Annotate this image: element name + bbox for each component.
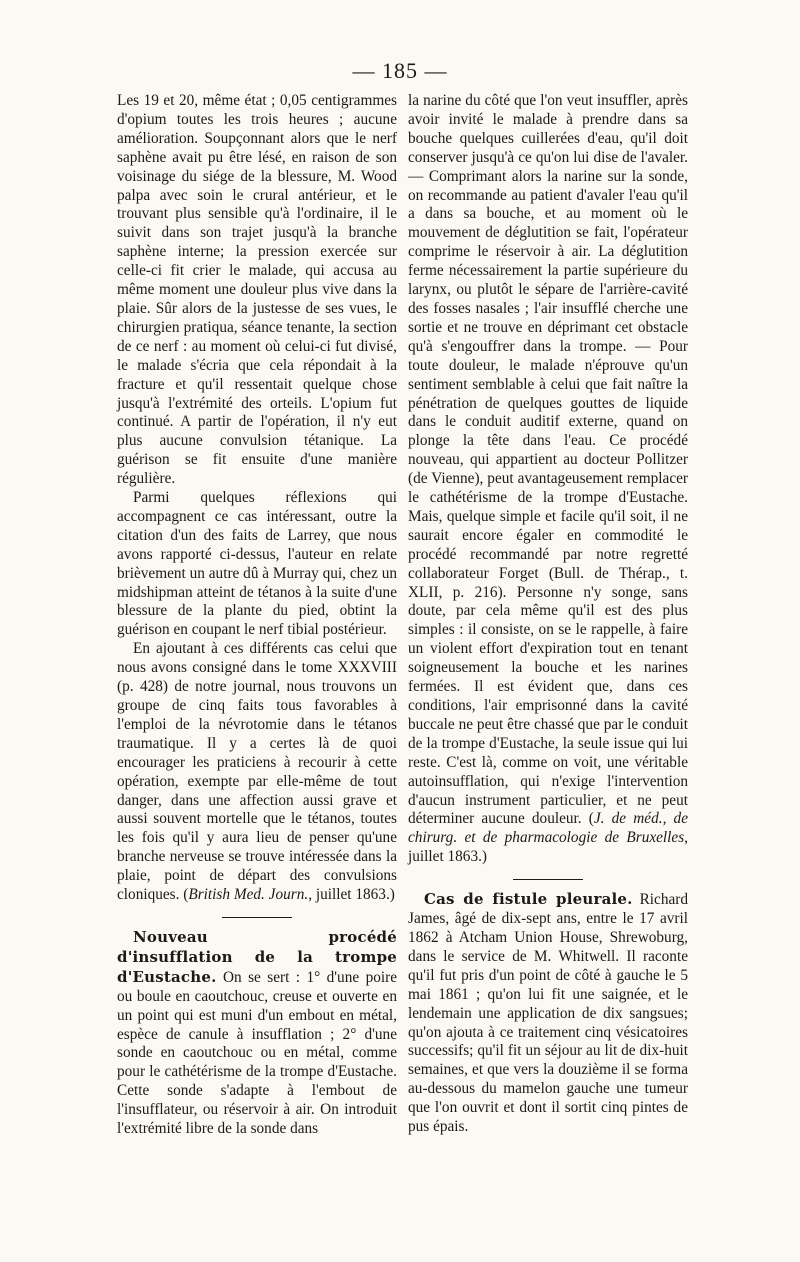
- paragraph: Parmi quelques réflexions qui accompagnent ce cas intéressant, outre la citation d'un des faits de Larrey, que nous avons rapporté ci-dessus, l'auteur en relate brièvement un autre dû à Murray qui, chez un midshipman atteint de tétanos à la suite d'une blessure de la plante du pied, obtint la guérison en coupant le nerf tibial postérieur.: [117, 489, 397, 639]
- section-heading: Cas de fistule pleurale.: [424, 890, 633, 909]
- section-divider: [513, 879, 583, 880]
- section-text: On se sert : 1° d'une poire ou boule en caoutchouc, creuse et ouverte en un point qui est muni d'un embout en métal, espèce de canule à insufflation ; 2° d'une sonde en caoutchouc ou en métal, comme pour le cathétérisme de la trompe d'Eustache. Cette sonde s'adapte à l'embout de l'insufflateur, ou réservoir à air. On introduit l'extrémité libre de la sonde dans: [117, 968, 397, 1138]
- section-paragraph: [117, 928, 397, 1139]
- paragraph: [408, 92, 688, 867]
- section-heading: Nouveau procédé d'insufflation de la trompe d'Eustache.: [117, 927, 397, 986]
- paragraph-text: En ajoutant à ces différents cas celui que nous avons consigné dans le tome XXXVIII (p. 428) de notre journal, nous trouvons un groupe de cinq faits tous favorables à l'emploi de la névrotomie dans le tétanos traumatique. Il y a certes là de quoi encourager les praticiens à recourir à cette opération, exempte par elle-même de tout danger, dans une affection aussi grave et aussi souvent mortelle que le tétanos, toutes les fois qu'il y aura lieu de penser qu'une branche nerveuse se trouve intéressée dans la plaie, point de départ des convulsions cloniques. (: [117, 640, 397, 904]
- citation: British Med. Journ.: [188, 886, 309, 904]
- section-paragraph: [408, 890, 688, 1137]
- citation: J. de méd., de chirurg. et de pharmacologie de Bruxelles: [408, 810, 688, 847]
- left-column: [117, 92, 397, 1139]
- paragraph: [117, 640, 397, 905]
- section-text: Richard James, âgé de dix-sept ans, entre le 17 avril 1862 à Atcham Union House, Shrewoburg, dans le service de M. Whitwell. Il raconte qu'il fut pris d'un point de côté à gauche le 5 mai 1861 ; qu'on lui fit une saignée, et le lendemain une application de dix sangsues; qu'on ajouta à ce traitement cinq vésicatoires successifs; qu'il fit un séjour au lit de dix-huit semaines, et que vers la douzième il se forma au-dessous du mamelon gauche une tumeur que l'on ouvrit et dont il sortit cinq pintes de pus épais.: [408, 891, 688, 1136]
- citation-date: , juillet 1863.): [308, 886, 395, 904]
- paragraph-text: la narine du côté que l'on veut insuffler, après avoir invité le malade à prendre dans sa bouche quelques cuillerées d'eau, qu'il doit conserver jusqu'à ce qu'on lui dise de l'avaler. — Comprimant alors la narine sur la sonde, on recommande au patient d'avaler l'eau qu'il a dans sa bouche, et au moment où le mouvement de déglutition se fait, l'opérateur comprime le réservoir à air. La déglutition ferme nécessairement la partie supérieure du larynx, ou plutôt le sépare de l'arrière-cavité des fosses nasales ; l'air insufflé cherche une sortie et ne trouve en déprimant cet obstacle qu'à s'engouffrer dans la trompe. — Pour toute douleur, le malade n'éprouve qu'un sentiment semblable à celui que fait naître la pénétration de quelques gouttes de liquide dans le conduit auditif externe, quand on plonge la tête dans l'eau. Ce procédé nouveau, qui appartient au docteur Pollitzer (de Vienne), peut avantageusement remplacer le cathétérisme de la trompe d'Eustache. Mais, quelque simple et facile qu'il soit, il ne saurait encore égaler en commodité le procédé recommandé par notre regretté collaborateur Forget (Bull. de Thérap., t. XLII, p. 216). Personne n'y songe, sans doute, par cela même qu'il est des plus simples : il consiste, on se le rappelle, à faire un violent effort d'expiration tout en tenant soigneusement la bouche et les narines fermées. Il est évident que, dans ces conditions, l'air emprisonné dans la cavité buccale ne peut être chassé que par le conduit de la trompe d'Eustache, la seule issue qui lui reste. C'est là, comme on voit, une véritable autoinsufflation, qui n'exige l'intervention d'aucun instrument particulier, et ne peut déterminer aucune douleur. (: [408, 92, 688, 828]
- section-divider: [222, 917, 292, 918]
- right-column: [408, 92, 688, 1137]
- paragraph: Les 19 et 20, même état ; 0,05 centigrammes d'opium toutes les trois heures ; aucune amélioration. Soupçonnant alors que le nerf saphène avait pu être lésé, en raison de son voisinage du siége de la blessure, M. Wood palpa avec soin le crural antérieur, et le trouvant plus sensible qu'à l'ordinaire, il le suivit dans son trajet jusqu'à la branche saphène interne; la pression exercée sur celle-ci fit crier le malade, qui accusa au même moment une douleur plus vive dans la plaie. Sûr alors de la justesse de ses vues, le chirurgien pratiqua, séance tenante, la section de ce nerf : au moment où celui-ci fut divisé, le malade s'écria que cela répondait à la fracture et qu'il ressentait quelque chose jusqu'à l'extrémité des orteils. L'opium fut continué. A partir de l'opération, il n'y eut plus aucune convulsion tétanique. La guérison se fit ensuite d'une manière régulière.: [117, 92, 397, 488]
- page-number: — 185 —: [352, 58, 448, 83]
- citation-date: , juillet 1863.): [408, 829, 688, 866]
